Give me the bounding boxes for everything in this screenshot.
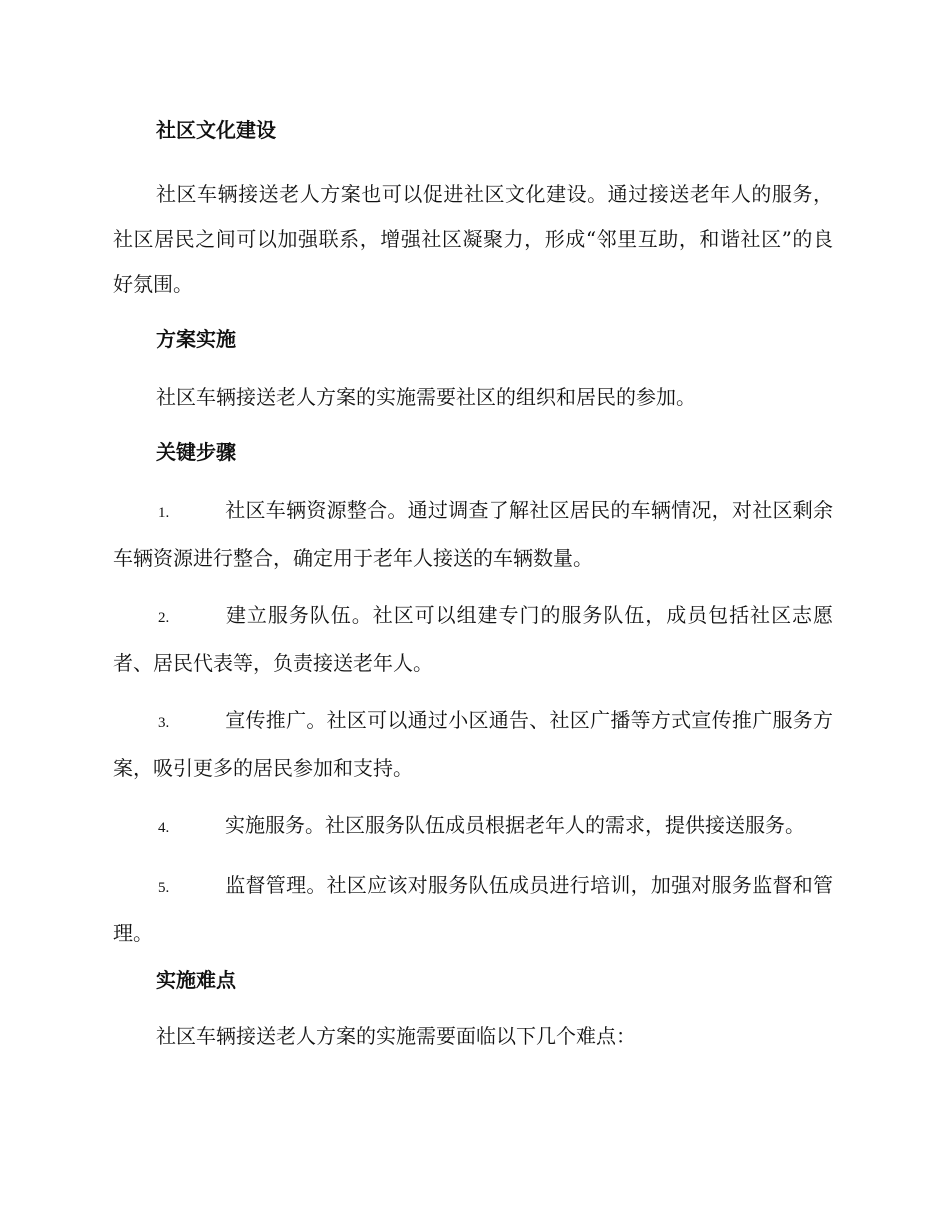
list-item-text: 社区车辆资源整合。通过调查了解社区居民的车辆情况，对社区剩余车辆资源进行整合，确定用于老年人接送的车辆数量。 <box>113 498 833 570</box>
section-heading-key-steps: 关键步骤 <box>156 440 236 464</box>
list-item <box>113 488 833 581</box>
key-steps-list <box>113 488 833 956</box>
section-heading-difficulties: 实施难点 <box>156 968 236 992</box>
list-item <box>113 863 833 956</box>
list-item-number: 3. <box>158 715 170 731</box>
document-body <box>113 110 833 1059</box>
section-heading-culture: 社区文化建设 <box>156 118 276 142</box>
section-paragraph-difficulties: 社区车辆接送老人方案的实施需要面临以下几个难点： <box>156 1024 636 1048</box>
list-item-text: 实施服务。社区服务队伍成员根据老年人的需求，提供接送服务。 <box>225 813 805 837</box>
list-item-text: 宣传推广。社区可以通过小区通告、社区广播等方式宣传推广服务方案，吸引更多的居民参加和支持。 <box>113 708 833 780</box>
list-item-text: 建立服务队伍。社区可以组建专门的服务队伍，成员包括社区志愿者、居民代表等，负责接送老年人。 <box>113 603 833 675</box>
list-item-number: 4. <box>158 820 170 836</box>
section-heading-implementation: 方案实施 <box>156 327 236 351</box>
section-paragraph-implementation: 社区车辆接送老人方案的实施需要社区的组织和居民的参加。 <box>156 385 696 409</box>
list-item <box>113 593 833 686</box>
list-item <box>113 698 833 791</box>
section-paragraph-culture: 社区车辆接送老人方案也可以促进社区文化建设。通过接送老年人的服务，社区居民之间可以加强联系，增强社区凝聚力，形成“邻里互助，和谐社区”的良好氛围。 <box>113 182 833 296</box>
list-item-number: 1. <box>158 505 170 521</box>
list-item-number: 2. <box>158 610 170 626</box>
list-item-text: 监督管理。社区应该对服务队伍成员进行培训，加强对服务监督和管理。 <box>113 873 833 945</box>
list-item <box>113 803 833 851</box>
list-item-number: 5. <box>158 880 170 896</box>
